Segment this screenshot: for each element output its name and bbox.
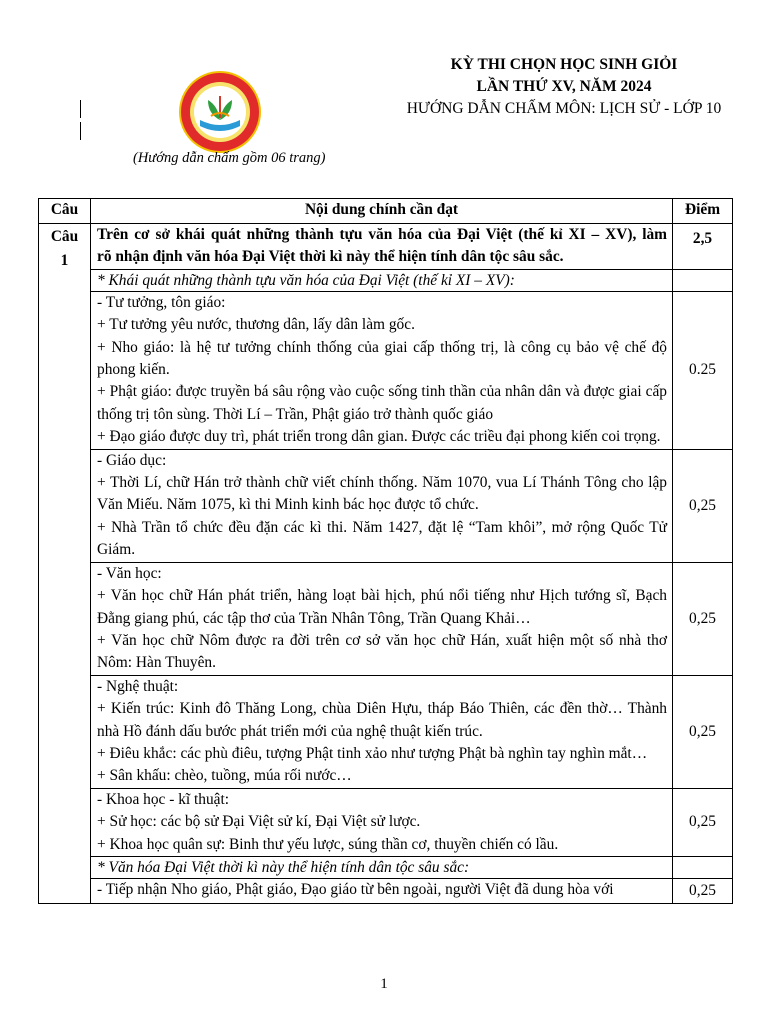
subject-title: HƯỚNG DẪN CHẤM MÔN: LỊCH SỬ - LỚP 10 xyxy=(406,100,722,117)
table-row xyxy=(39,856,733,878)
row-content: - Tiếp nhận Nho giáo, Phật giáo, Đạo giáo từ bên ngoài, người Việt đã dung hòa với xyxy=(91,878,673,903)
row-points: 0,25 xyxy=(673,449,733,562)
school-logo-icon xyxy=(178,70,262,154)
question-text: Trên cơ sở khái quát những thành tựu văn hóa của Đại Việt (thế kỉ XI – XV), làm rõ nhận định văn hóa Đại Việt thời kì này thể hiện tính dân tộc sâu sắc. xyxy=(91,224,673,270)
question-label: Câu 1 xyxy=(39,224,91,904)
table-row xyxy=(39,269,733,291)
grading-table xyxy=(38,198,733,904)
section-heading: * Khái quát những thành tựu văn hóa của Đại Việt (thế kỉ XI – XV): xyxy=(91,269,673,291)
table-header-row xyxy=(39,199,733,224)
pages-note: (Hướng dẫn chấm gồm 06 trang) xyxy=(133,150,326,166)
row-content: - Tư tưởng, tôn giáo: + Tư tưởng yêu nước, thương dân, lấy dân làm gốc. + Nho giáo: là hệ tư tưởng chính thống của giai cấp thống trị, là công cụ bảo vệ chế độ phong kiến. + Phật giáo: được truyền bá sâu rộng vào cuộc sống tinh thần của nhân dân và được giai cấp thống trị tôn sùng. Thời Lí – Trần, Phật giáo trở thành quốc giáo + Đạo giáo được duy trì, phát triển trong dân gian. Được các triều đại phong kiến coi trọng. xyxy=(91,291,673,449)
exam-edition: LẦN THỨ XV, NĂM 2024 xyxy=(476,78,652,95)
margin-mark xyxy=(80,122,81,140)
row-points: 0,25 xyxy=(673,675,733,788)
row-points: 0,25 xyxy=(673,878,733,903)
row-points: 0.25 xyxy=(673,291,733,449)
row-points xyxy=(673,269,733,291)
row-content: - Giáo dục: + Thời Lí, chữ Hán trở thành chữ viết chính thống. Năm 1070, vua Lí Thánh Tông cho lập Văn Miếu. Năm 1075, kì thi Minh kinh bác học được tổ chức. + Nhà Trần tổ chức đều đặn các kì thi. Năm 1427, đặt lệ “Tam khôi”, mở rộng Quốc Tử Giám. xyxy=(91,449,673,562)
exam-title: KỲ THI CHỌN HỌC SINH GIỎI xyxy=(450,56,678,73)
table-row xyxy=(39,224,733,270)
header-points: Điểm xyxy=(673,199,733,224)
header-content: Nội dung chính cần đạt xyxy=(91,199,673,224)
row-content: - Khoa học - kĩ thuật: + Sử học: các bộ sử Đại Việt sử kí, Đại Việt sử lược. + Khoa học quân sự: Binh thư yếu lược, súng thần cơ, thuyền chiến có lầu. xyxy=(91,788,673,856)
page-number: 1 xyxy=(380,976,388,992)
table-row xyxy=(39,562,733,675)
table-row xyxy=(39,449,733,562)
row-content: - Văn học: + Văn học chữ Hán phát triển, hàng loạt bài hịch, phú nổi tiếng như Hịch tướng sĩ, Bạch Đằng giang phú, các tập thơ của Trần Nhân Tông, Trần Quang Khải… + Văn học chữ Nôm được ra đời trên cơ sở văn học chữ Hán, xuất hiện một số nhà thơ Nôm: Hàn Thuyên. xyxy=(91,562,673,675)
margin-mark xyxy=(80,100,81,118)
table-row xyxy=(39,788,733,856)
table-row xyxy=(39,878,733,903)
section-heading: * Văn hóa Đại Việt thời kì này thể hiện tính dân tộc sâu sắc: xyxy=(91,856,673,878)
table-row xyxy=(39,675,733,788)
question-points: 2,5 xyxy=(673,224,733,270)
row-content: - Nghệ thuật: + Kiến trúc: Kinh đô Thăng Long, chùa Diên Hựu, tháp Báo Thiên, các đền thờ… Thành nhà Hồ đánh dấu bước phát triển mới của nghệ thuật kiến trúc. + Điêu khắc: các phù điêu, tượng Phật tinh xảo như tượng Phật bà nghìn tay nghìn mắt… + Sân khấu: chèo, tuồng, múa rối nước… xyxy=(91,675,673,788)
header-question: Câu xyxy=(39,199,91,224)
row-points: 0,25 xyxy=(673,562,733,675)
row-points: 0,25 xyxy=(673,788,733,856)
exam-header xyxy=(380,54,748,120)
table-row xyxy=(39,291,733,449)
row-points xyxy=(673,856,733,878)
